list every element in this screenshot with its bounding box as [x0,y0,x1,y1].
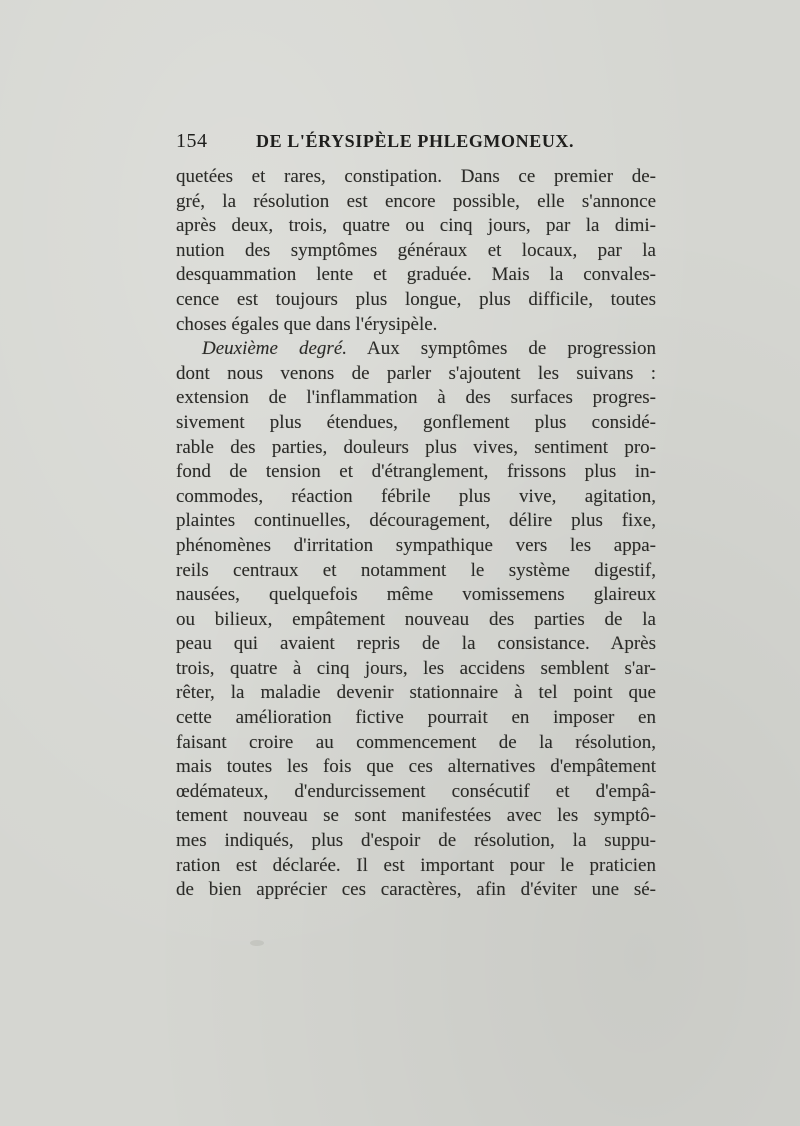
text-line: cette amélioration fictive pourrait en imposer en [176,707,656,729]
text-line: choses égales que dans l'érysipèle. [176,313,438,335]
text-line: rable des parties, douleurs plus vives, sentiment pro- [176,436,656,458]
page-number: 154 [176,130,208,152]
paragraph-start-line [176,337,656,362]
text-line: quetées et rares, constipation. Dans ce premier de- [176,166,656,187]
text-line: peau qui avaient repris de la consistance. Après [176,633,656,655]
text-line: tement nouveau se sont manifestées avec les symptô- [176,805,656,827]
text-line: ration est déclarée. Il est important pour le praticien [176,854,656,876]
body-text [176,165,656,903]
text-line: dont nous venons de parler s'ajoutent les suivans : [176,362,656,384]
text-line: faisant croire au commencement de la résolution, [176,731,656,753]
text-line: œdémateux, d'endurcissement consécutif et d'empâ- [176,780,656,802]
text-line: gré, la résolution est encore possible, elle s'annonce [176,190,656,212]
text-line: ou bilieux, empâtement nouveau des parties de la [176,608,656,630]
degree-heading: Deuxième degré. [202,338,348,360]
text-line: nution des symptômes généraux et locaux, par la [176,239,656,261]
text-line: mes indiqués, plus d'espoir de résolution, la suppu- [176,830,656,852]
text-line: trois, quatre à cinq jours, les accidens semblent s'ar- [176,657,656,679]
text-line: phénomènes d'irritation sympathique vers les appa- [176,534,656,556]
text-line: mais toutes les fois que ces alternatives d'empâtement [176,756,656,778]
paper-stain [250,940,264,946]
text-line: desquammation lente et graduée. Mais la convales- [176,264,656,286]
text-line: sivement plus étendues, gonflement plus considé- [176,411,656,433]
page-header [176,126,636,156]
text-line: rêter, la maladie devenir stationnaire à tel point que [176,682,656,704]
running-title: DE L'ÉRYSIPÈLE PHLEGMONEUX. [256,131,575,151]
text-line: reils centraux et notamment le système digestif, [176,559,656,581]
text-line: commodes, réaction fébrile plus vive, agitation, [176,485,656,507]
text-line: plaintes continuelles, découragement, délire plus fixe, [176,510,656,532]
text-line: cence est toujours plus longue, plus difficile, toutes [176,288,656,310]
text-line: après deux, trois, quatre ou cinq jours, par la dimi- [176,215,656,237]
degree-continuation: Aux symptômes de progression [367,338,657,360]
text-line: nausées, quelquefois même vomissemens glaireux [176,584,656,606]
text-line: extension de l'inflammation à des surfaces progres- [176,387,656,409]
text-line: fond de tension et d'étranglement, frissons plus in- [176,461,656,483]
text-line: de bien apprécier ces caractères, afin d'éviter une sé- [176,879,656,901]
